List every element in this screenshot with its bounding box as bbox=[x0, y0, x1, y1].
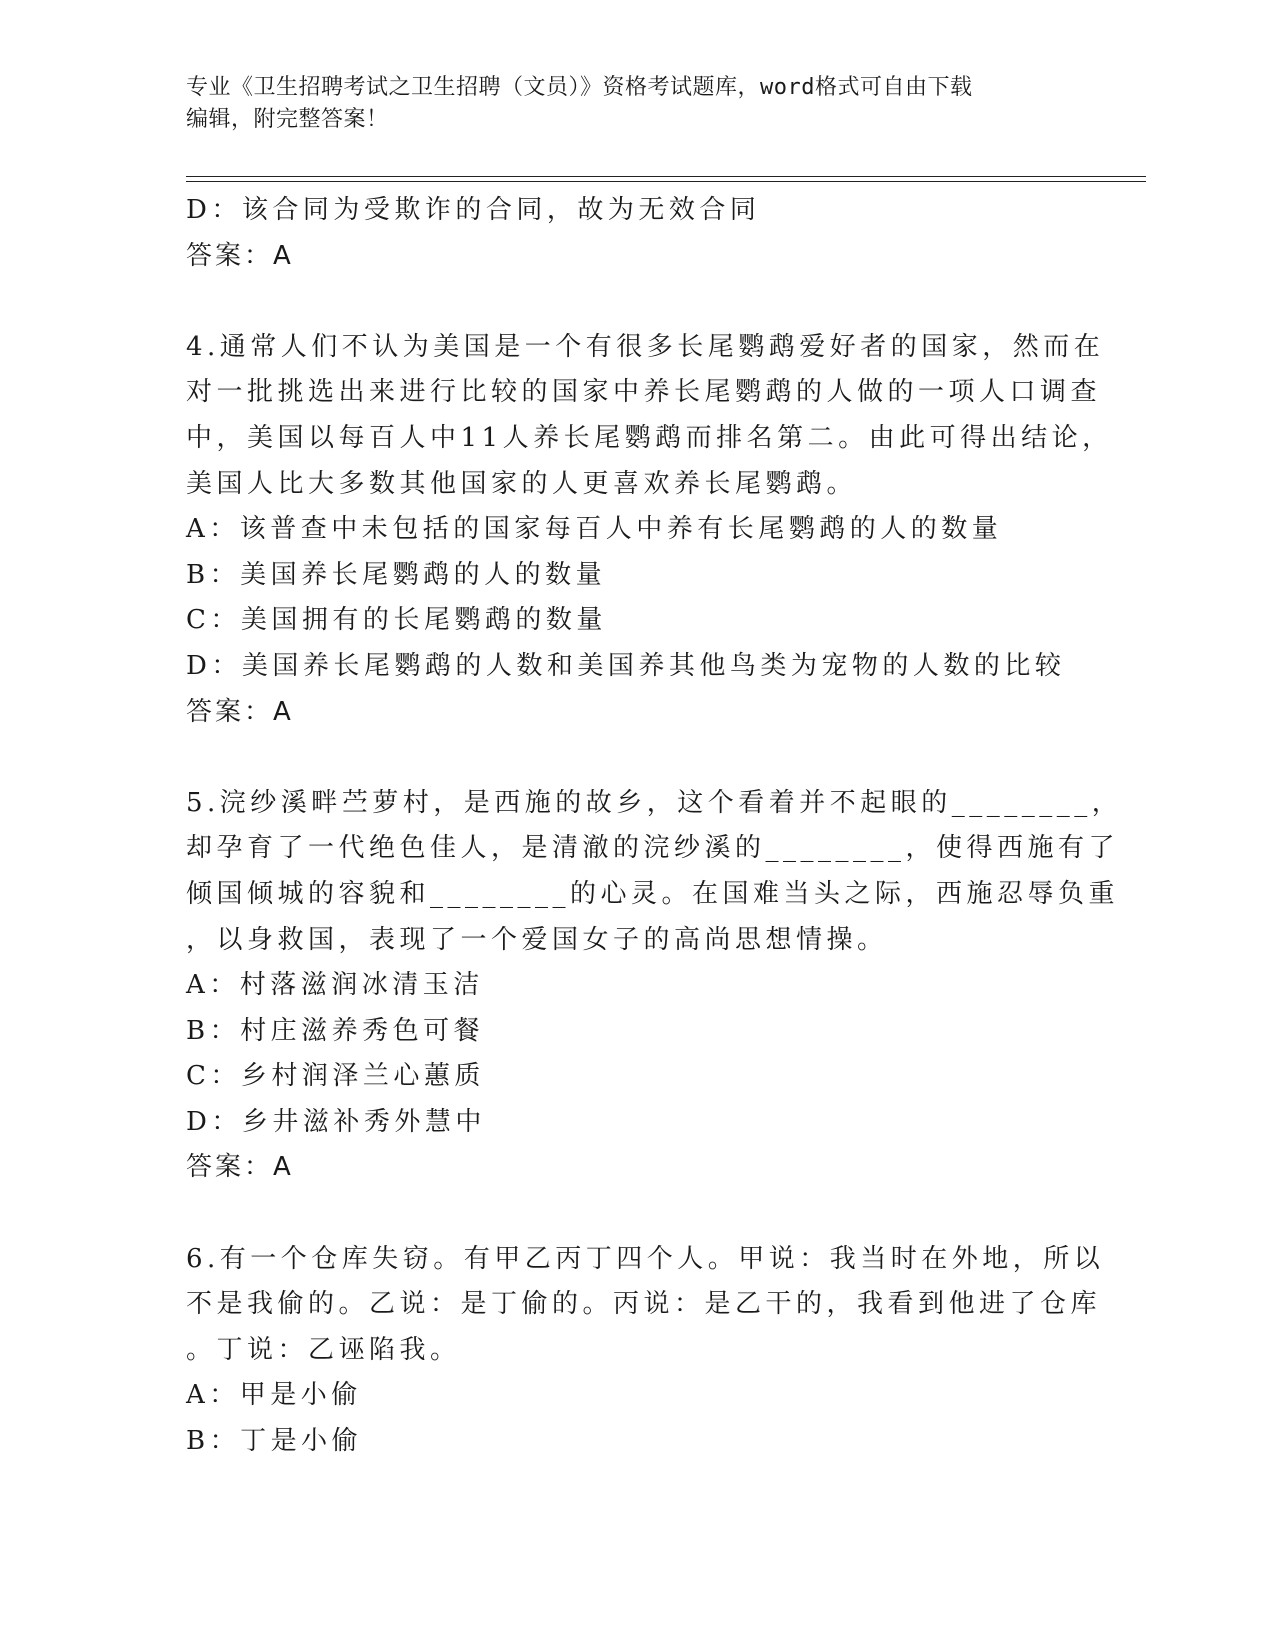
header-line-1: 专业《卫生招聘考试之卫生招聘（文员）》资格考试题库，word格式可自由下载 bbox=[186, 75, 973, 100]
answer-line: 答案：A bbox=[186, 1152, 294, 1183]
option-d: D：乡井滋补秀外慧中 bbox=[186, 1106, 486, 1137]
question-stem-line: 不是我偷的。乙说：是丁偷的。丙说：是乙干的，我看到他进了仓库 bbox=[186, 1289, 1102, 1320]
document-header bbox=[186, 72, 1066, 136]
spacer bbox=[186, 735, 1066, 781]
question-stem-line: 中，美国以每百人中11人养长尾鹦鹉而排名第二。由此可得出结论， bbox=[186, 422, 1113, 453]
question-stem-line: 。丁说：乙诬陷我。 bbox=[186, 1334, 461, 1365]
question-stem-line: 4.通常人们不认为美国是一个有很多长尾鹦鹉爱好者的国家，然而在 bbox=[186, 331, 1105, 362]
question-stem-line: 5.浣纱溪畔苎萝村，是西施的故乡，这个看着并不起眼的________， bbox=[186, 787, 1123, 818]
option-b: B：村庄滋养秀色可餐 bbox=[186, 1015, 485, 1046]
header-line-2: 编辑，附完整答案！ bbox=[186, 107, 389, 132]
option-b: B：丁是小偷 bbox=[186, 1426, 363, 1457]
question-stem-line: ，以身救国，表现了一个爱国女子的高尚思想情操。 bbox=[186, 924, 888, 955]
question-6 bbox=[186, 1237, 1105, 1465]
header-rule-bottom bbox=[186, 181, 1146, 182]
question-stem-line: 美国人比大多数其他国家的人更喜欢养长尾鹦鹉。 bbox=[186, 468, 858, 499]
option-b: B：美国养长尾鹦鹉的人的数量 bbox=[186, 559, 607, 590]
question-stem-line: 对一批挑选出来进行比较的国家中养长尾鹦鹉的人做的一项人口调查 bbox=[186, 377, 1102, 408]
answer-line: 答案：A bbox=[186, 240, 294, 271]
header-rule-top bbox=[186, 176, 1146, 177]
spacer bbox=[186, 1191, 1066, 1237]
question-stem-line: 却孕育了一代绝色佳人，是清澈的浣纱溪的________，使得西施有了 bbox=[186, 833, 1120, 864]
question-stem-line: 倾国倾城的容貌和________的心灵。在国难当头之际，西施忍辱负重 bbox=[186, 878, 1120, 909]
option-a: A：村落滋润冰清玉洁 bbox=[186, 970, 484, 1001]
option-d: D：美国养长尾鹦鹉的人数和美国养其他鸟类为宠物的人数的比较 bbox=[186, 650, 1066, 681]
option-d: D：该合同为受欺诈的合同，故为无效合同 bbox=[186, 195, 761, 225]
option-a: A：甲是小偷 bbox=[186, 1380, 362, 1411]
question-list bbox=[186, 188, 1123, 1465]
question-5 bbox=[186, 781, 1123, 1191]
option-c: C：乡村润泽兰心蕙质 bbox=[186, 1061, 485, 1092]
spacer bbox=[186, 279, 1066, 325]
question-4 bbox=[186, 325, 1113, 735]
question-stem-line: 6.有一个仓库失窃。有甲乙丙丁四个人。甲说：我当时在外地，所以 bbox=[186, 1243, 1105, 1274]
answer-line: 答案：A bbox=[186, 696, 294, 727]
option-a: A：该普查中未包括的国家每百人中养有长尾鹦鹉的人的数量 bbox=[186, 514, 1003, 545]
question-3-tail bbox=[186, 188, 1066, 279]
option-c: C：美国拥有的长尾鹦鹉的数量 bbox=[186, 605, 607, 636]
